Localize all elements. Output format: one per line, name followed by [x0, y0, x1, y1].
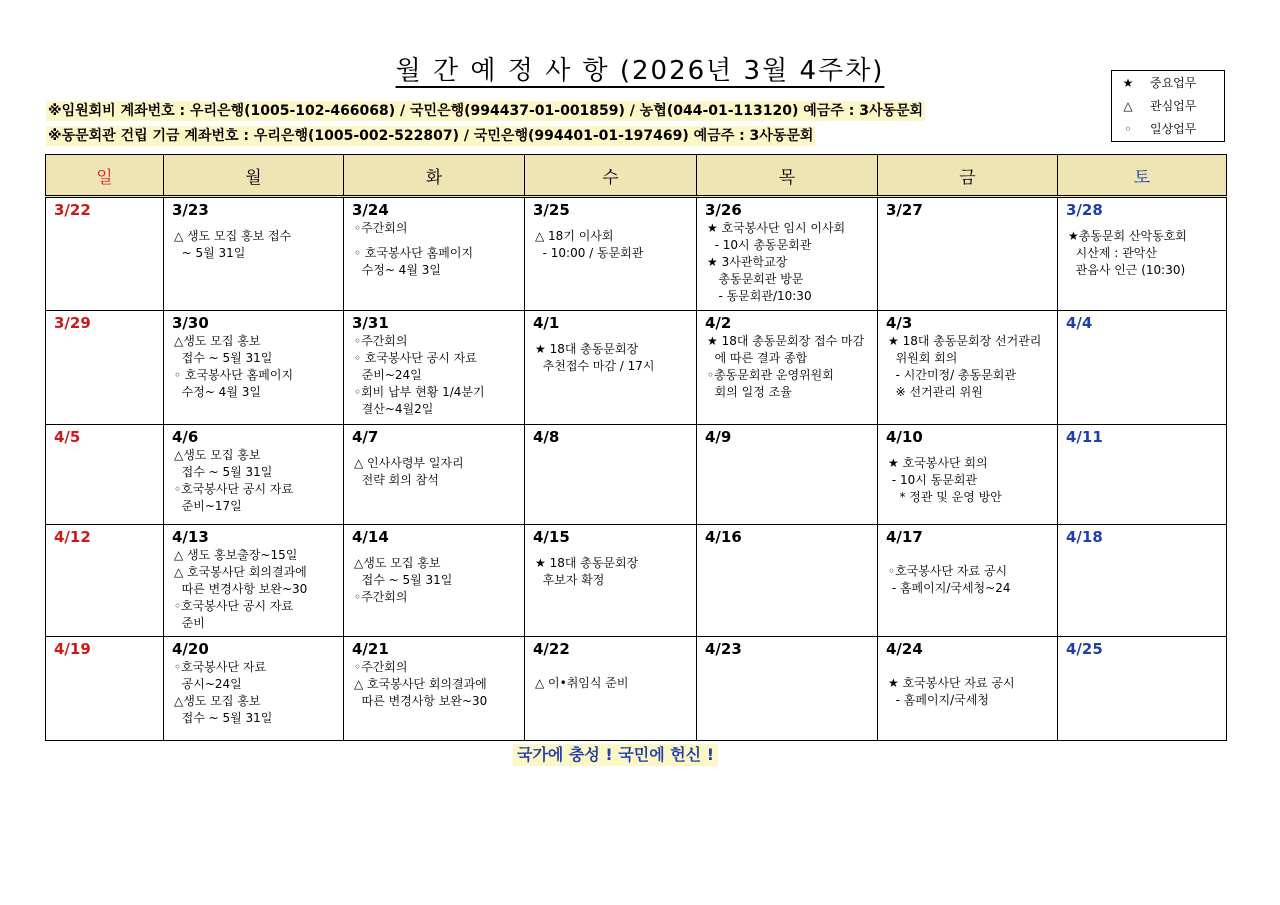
event-line: ★ 18대 총동문회장 선거관리 [888, 334, 1042, 348]
star-icon: ★ [1122, 75, 1134, 90]
event-line: 결산~4월2일 [354, 402, 434, 416]
day-cell [46, 197, 164, 311]
event-line [888, 555, 1051, 563]
day-cell [1058, 311, 1227, 425]
day-date: 3/25 [533, 201, 570, 219]
event-line: ★ 18대 총동문회장 [535, 342, 639, 356]
weekday-wed: 수 [525, 155, 697, 197]
day-cell [1058, 197, 1227, 311]
day-date: 3/28 [1066, 201, 1103, 219]
day-date: 4/21 [352, 640, 389, 658]
event-line: ※ 선거관리 위원 [888, 385, 983, 399]
event-line: △ 이•취임식 준비 [535, 676, 629, 690]
day-date: 4/18 [1066, 528, 1103, 546]
event-line [888, 547, 1051, 555]
event-line [535, 547, 690, 555]
event-line: 공시~24일 [174, 677, 242, 691]
event-line: ◦호국봉사단 자료 공시 [888, 564, 1008, 578]
day-cell [697, 525, 878, 637]
event-line: ◦주간회의 [354, 221, 408, 235]
event-line: 접수 ~ 5월 31일 [174, 711, 273, 725]
day-cell [525, 311, 697, 425]
event-line: 접수 ~ 5월 31일 [174, 465, 273, 479]
day-date: 4/20 [172, 640, 209, 658]
day-cell [46, 425, 164, 525]
day-date: 4/25 [1066, 640, 1103, 658]
day-cell [344, 525, 525, 637]
event-line [888, 659, 1051, 667]
week-row [46, 311, 1227, 425]
day-cell [525, 425, 697, 525]
page-title-text: 월 간 예 정 사 항 (2026년 3월 4주차) [395, 56, 885, 86]
event-line: ★총동문회 산악동호회 [1068, 229, 1187, 243]
day-cell [344, 637, 525, 741]
day-cell [344, 425, 525, 525]
event-line: - 10시 동문회관 [888, 473, 978, 487]
day-date: 3/29 [54, 314, 91, 332]
event-line: - 홈페이지/국세청 [888, 693, 989, 707]
event-line: 접수 ~ 5월 31일 [174, 351, 273, 365]
event-line: - 10시 총동문회관 [707, 238, 812, 252]
day-cell [46, 311, 164, 425]
day-cell [1058, 525, 1227, 637]
event-line: ◦총동문회관 운영위원회 [707, 368, 834, 382]
event-line: ★ 호국봉사단 자료 공시 [888, 676, 1015, 690]
day-date: 4/16 [705, 528, 742, 546]
event-line: - 시간미정/ 총동문회관 [888, 368, 1016, 382]
weekday-fri: 금 [878, 155, 1058, 197]
weekday-mon: 월 [164, 155, 344, 197]
event-line: 에 따른 결과 종합 [707, 351, 808, 365]
event-line: △ 인사사령부 일자리 [354, 456, 464, 470]
legend-item-daily [1112, 117, 1224, 140]
event-line: ◦회비 납부 현황 1/4분기 [354, 385, 485, 399]
event-line: 따른 변경사항 보완~30 [174, 582, 308, 596]
event-line: ◦주간회의 [354, 334, 408, 348]
day-cell [878, 311, 1058, 425]
event-line [354, 447, 518, 455]
event-line: 준비~17일 [174, 499, 242, 513]
day-date: 4/13 [172, 528, 209, 546]
week-row [46, 525, 1227, 637]
event-line: 수정~ 4월 3일 [354, 263, 441, 277]
legend-item-important [1112, 71, 1224, 94]
event-line [535, 333, 690, 341]
event-line: ★ 18대 총동문회장 접수 마감 [707, 334, 865, 348]
day-date: 3/22 [54, 201, 91, 219]
event-line: 따른 변경사항 보완~30 [354, 694, 488, 708]
event-line: △ 생도 홍보출장~15일 [174, 548, 298, 562]
day-date: 4/7 [352, 428, 379, 446]
legend-box [1111, 70, 1225, 142]
legend-label: 중요업무 [1150, 76, 1197, 90]
event-line [1068, 220, 1220, 228]
event-line: △생도 모집 홍보 [174, 334, 261, 348]
day-cell [697, 425, 878, 525]
day-cell [46, 637, 164, 741]
day-date: 4/9 [705, 428, 732, 446]
event-line: ~ 5월 31일 [174, 246, 246, 260]
event-line: △생도 모집 홍보 [174, 448, 261, 462]
event-line: ★ 호국봉사단 회의 [888, 456, 988, 470]
event-line: ★ 18대 총동문회장 [535, 556, 639, 570]
day-cell [164, 425, 344, 525]
day-date: 4/4 [1066, 314, 1093, 332]
weekday-thu: 목 [697, 155, 878, 197]
day-cell [878, 525, 1058, 637]
week-row [46, 197, 1227, 311]
event-line: 회의 일정 조율 [707, 385, 792, 399]
event-line: △생도 모집 홍보 [354, 556, 441, 570]
event-line: * 정관 및 운영 방안 [888, 490, 1002, 504]
day-date: 4/22 [533, 640, 570, 658]
day-date: 3/23 [172, 201, 209, 219]
event-line: △ 호국봉사단 회의결과에 [354, 677, 487, 691]
day-cell [1058, 637, 1227, 741]
day-cell [697, 197, 878, 311]
day-cell [878, 425, 1058, 525]
event-line: ◦호국봉사단 자료 [174, 660, 267, 674]
day-cell [525, 197, 697, 311]
event-line: ◦주간회의 [354, 660, 408, 674]
day-cell [46, 525, 164, 637]
event-line [535, 667, 690, 675]
event-line [535, 220, 690, 228]
day-cell [344, 311, 525, 425]
day-date: 4/8 [533, 428, 560, 446]
event-line [174, 220, 337, 228]
event-line: - 동문회관/10:30 [707, 289, 812, 303]
day-cell [525, 525, 697, 637]
day-date: 4/24 [886, 640, 923, 658]
day-date: 3/26 [705, 201, 742, 219]
event-line [888, 447, 1051, 455]
day-cell [164, 197, 344, 311]
triangle-icon: △ [1123, 98, 1133, 113]
event-line [354, 547, 518, 555]
event-line: - 홈페이지/국세청~24 [888, 581, 1011, 595]
day-cell [344, 197, 525, 311]
day-cell [1058, 425, 1227, 525]
day-date: 3/30 [172, 314, 209, 332]
event-line [354, 237, 518, 245]
event-line [535, 659, 690, 667]
day-date: 4/10 [886, 428, 923, 446]
event-line: △ 18기 이사회 [535, 229, 614, 243]
calendar-table [45, 154, 1227, 741]
day-date: 3/27 [886, 201, 923, 219]
day-date: 4/17 [886, 528, 923, 546]
legend-label: 일상업무 [1150, 122, 1197, 136]
day-date: 4/5 [54, 428, 81, 446]
day-cell [697, 311, 878, 425]
event-line: △ 생도 모집 홍보 접수 [174, 229, 292, 243]
event-line: ★ 호국봉사단 임시 이사회 [707, 221, 846, 235]
slogan: 국가에 충성 ! 국민에 헌신 ! [513, 744, 718, 766]
legend-label: 관심업무 [1150, 99, 1197, 113]
day-date: 4/19 [54, 640, 91, 658]
event-line: 전략 회의 참석 [354, 473, 439, 487]
event-line: 추천접수 마감 / 17시 [535, 359, 655, 373]
weekday-header-row [46, 155, 1227, 197]
circle-icon: ◦ [1124, 121, 1132, 136]
day-date: 4/15 [533, 528, 570, 546]
day-date: 4/11 [1066, 428, 1103, 446]
event-line: 수정~ 4월 3일 [174, 385, 261, 399]
weekday-sat: 토 [1058, 155, 1227, 197]
event-line: 위원회 회의 [888, 351, 958, 365]
event-line: 후보자 확정 [535, 573, 605, 587]
event-line: ◦주간회의 [354, 590, 408, 604]
day-cell [525, 637, 697, 741]
event-line: ★ 3사관학교장 [707, 255, 788, 269]
event-line: 시산제 : 관악산 [1068, 246, 1157, 260]
day-cell [697, 637, 878, 741]
event-line: ◦호국봉사단 공시 자료 [174, 482, 294, 496]
event-line: 준비~24일 [354, 368, 422, 382]
event-line [888, 667, 1051, 675]
day-date: 4/6 [172, 428, 199, 446]
day-cell [878, 637, 1058, 741]
event-line: ◦ 호국봉사단 홈페이지 [174, 368, 294, 382]
event-line: △생도 모집 홍보 [174, 694, 261, 708]
day-date: 3/24 [352, 201, 389, 219]
day-date: 4/2 [705, 314, 732, 332]
day-cell [164, 637, 344, 741]
day-date: 4/14 [352, 528, 389, 546]
day-cell [164, 525, 344, 637]
page-title [340, 50, 940, 87]
legend-item-interest [1112, 94, 1224, 117]
event-line: 접수 ~ 5월 31일 [354, 573, 453, 587]
event-line: 준비 [174, 616, 205, 630]
event-line: △ 호국봉사단 회의결과에 [174, 565, 307, 579]
week-row [46, 637, 1227, 741]
weekday-tue: 화 [344, 155, 525, 197]
day-date: 4/12 [54, 528, 91, 546]
event-line: 총동문회관 방문 [707, 272, 804, 286]
weekday-sun: 일 [46, 155, 164, 197]
account-info-building-fund: ※동문회관 건립 기금 계좌번호 : 우리은행(1005-002-522807) / 국민은행(994401-01-197469) 예금주 : 3사동문회 [48, 128, 814, 144]
day-date: 4/3 [886, 314, 913, 332]
day-date: 4/1 [533, 314, 560, 332]
week-row [46, 425, 1227, 525]
day-cell [164, 311, 344, 425]
event-line: ◦ 호국봉사단 홈페이지 [354, 246, 474, 260]
event-line: - 10:00 / 동문회관 [535, 246, 644, 260]
account-info-dues: ※임원회비 계좌번호 : 우리은행(1005-102-466068) / 국민은행(994437-01-001859) / 농협(044-01-113120) 예금주 : 3사동문회 [48, 103, 924, 119]
day-cell [878, 197, 1058, 311]
day-date: 4/23 [705, 640, 742, 658]
event-line: ◦호국봉사단 공시 자료 [174, 599, 294, 613]
event-line: 관음사 인근 (10:30) [1068, 263, 1186, 277]
day-date: 3/31 [352, 314, 389, 332]
event-line: ◦ 호국봉사단 공시 자료 [354, 351, 477, 365]
